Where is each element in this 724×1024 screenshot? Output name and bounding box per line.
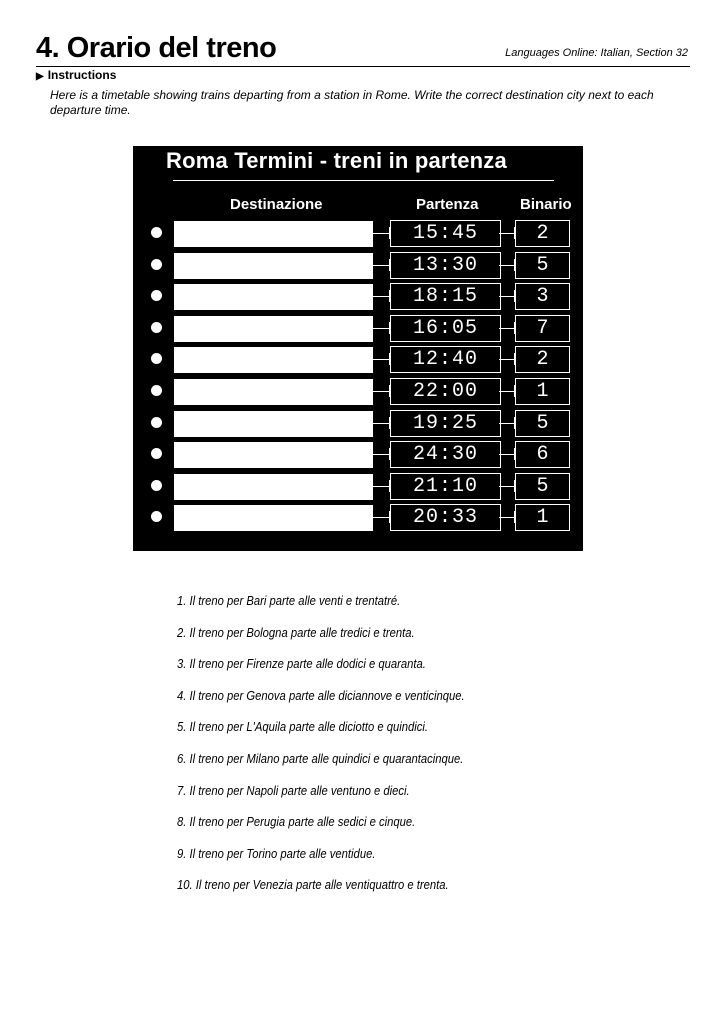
sentence-item <box>177 720 497 752</box>
column-header-destination: Destinazione <box>230 196 323 213</box>
destination-answer-field[interactable] <box>174 221 373 247</box>
bullet-icon <box>151 417 162 428</box>
timetable-row <box>133 315 583 341</box>
source-label: Languages Online: Italian, Section 32 <box>505 47 688 59</box>
destination-answer-field[interactable] <box>174 474 373 500</box>
sentence-text: 4. Il treno per Genova parte alle diciannove e venticinque. <box>177 688 465 703</box>
sentence-item <box>177 689 497 721</box>
timetable-row <box>133 378 583 404</box>
connector-line <box>499 454 515 455</box>
bullet-icon <box>151 448 162 459</box>
destination-answer-field[interactable] <box>174 442 373 468</box>
platform-number: 2 <box>515 346 570 373</box>
instructions-heading <box>36 68 116 82</box>
departure-time: 15:45 <box>390 220 501 247</box>
platform-number: 2 <box>515 220 570 247</box>
platform-number: 7 <box>515 315 570 342</box>
bullet-icon <box>151 259 162 270</box>
connector-line <box>499 359 515 360</box>
sentence-text: 10. Il treno per Venezia parte alle ventiquattro e trenta. <box>177 878 449 893</box>
connector-line <box>499 391 515 392</box>
destination-answer-field[interactable] <box>174 284 373 310</box>
connector-line <box>373 359 390 360</box>
sentence-item <box>177 594 497 626</box>
departure-time: 18:15 <box>390 283 501 310</box>
sentence-text: 7. Il treno per Napoli parte alle ventuno e dieci. <box>177 783 410 798</box>
platform-number: 5 <box>515 410 570 437</box>
platform-number: 1 <box>515 378 570 405</box>
departure-board <box>133 146 583 551</box>
board-title: Roma Termini - treni in partenza <box>166 148 507 173</box>
platform-number: 5 <box>515 473 570 500</box>
sentence-item <box>177 878 497 910</box>
bullet-icon <box>151 290 162 301</box>
connector-line <box>373 486 390 487</box>
timetable-row <box>133 504 583 530</box>
instructions-text: Here is a timetable showing trains departing from a station in Rome. Write the correct destination city next to each departure time. <box>50 88 654 117</box>
connector-line <box>499 233 515 234</box>
connector-line <box>373 265 390 266</box>
play-arrow-icon: ▶ <box>36 71 44 82</box>
sentence-text: 5. Il treno per L'Aquila parte alle diciotto e quindici. <box>177 720 429 735</box>
bullet-icon <box>151 322 162 333</box>
page-title: 4. Orario del treno <box>36 32 277 64</box>
departure-time: 19:25 <box>390 410 501 437</box>
connector-line <box>499 517 515 518</box>
sentence-item <box>177 657 497 689</box>
timetable-row <box>133 410 583 436</box>
sentence-item <box>177 752 497 784</box>
destination-answer-field[interactable] <box>174 505 373 531</box>
destination-answer-field[interactable] <box>174 347 373 373</box>
column-header-departure: Partenza <box>416 196 479 213</box>
platform-number: 3 <box>515 283 570 310</box>
bullet-icon <box>151 511 162 522</box>
departure-time: 12:40 <box>390 346 501 373</box>
instructions-label: Instructions <box>47 68 117 82</box>
connector-line <box>373 296 390 297</box>
sentence-item <box>177 815 497 847</box>
connector-line <box>373 517 390 518</box>
timetable-row <box>133 283 583 309</box>
bullet-icon <box>151 353 162 364</box>
column-header-platform: Binario <box>520 196 572 213</box>
connector-line <box>373 233 390 234</box>
bullet-icon <box>151 227 162 238</box>
destination-answer-field[interactable] <box>174 379 373 405</box>
page-header <box>36 30 690 67</box>
platform-number: 1 <box>515 504 570 531</box>
sentence-text: 3. Il treno per Firenze parte alle dodici e quaranta. <box>177 657 426 672</box>
destination-answer-field[interactable] <box>174 411 373 437</box>
departure-time: 22:00 <box>390 378 501 405</box>
connector-line <box>373 391 390 392</box>
platform-number: 6 <box>515 441 570 468</box>
connector-line <box>499 423 515 424</box>
connector-line <box>499 328 515 329</box>
sentence-item <box>177 847 497 879</box>
timetable-row <box>133 220 583 246</box>
bullet-icon <box>151 385 162 396</box>
departure-time: 13:30 <box>390 252 501 279</box>
platform-number: 5 <box>515 252 570 279</box>
sentence-list <box>177 594 497 910</box>
timetable-row <box>133 346 583 372</box>
sentence-text: 1. Il treno per Bari parte alle venti e trentatré. <box>177 594 401 608</box>
connector-line <box>373 454 390 455</box>
departure-time: 21:10 <box>390 473 501 500</box>
bullet-icon <box>151 480 162 491</box>
departure-time: 20:33 <box>390 504 501 531</box>
sentence-item <box>177 626 497 658</box>
departure-time: 24:30 <box>390 441 501 468</box>
destination-answer-field[interactable] <box>174 253 373 279</box>
timetable-row <box>133 252 583 278</box>
connector-line <box>499 486 515 487</box>
connector-line <box>373 328 390 329</box>
sentence-item <box>177 784 497 816</box>
connector-line <box>373 423 390 424</box>
timetable-row <box>133 441 583 467</box>
timetable-row <box>133 473 583 499</box>
sentence-text: 9. Il treno per Torino parte alle ventidue. <box>177 846 376 861</box>
sentence-text: 8. Il treno per Perugia parte alle sedici e cinque. <box>177 815 416 830</box>
departure-time: 16:05 <box>390 315 501 342</box>
connector-line <box>499 296 515 297</box>
destination-answer-field[interactable] <box>174 316 373 342</box>
connector-line <box>499 265 515 266</box>
board-divider <box>173 180 554 181</box>
sentence-text: 6. Il treno per Milano parte alle quindici e quarantacinque. <box>177 751 464 766</box>
sentence-text: 2. Il treno per Bologna parte alle tredici e trenta. <box>177 625 415 640</box>
